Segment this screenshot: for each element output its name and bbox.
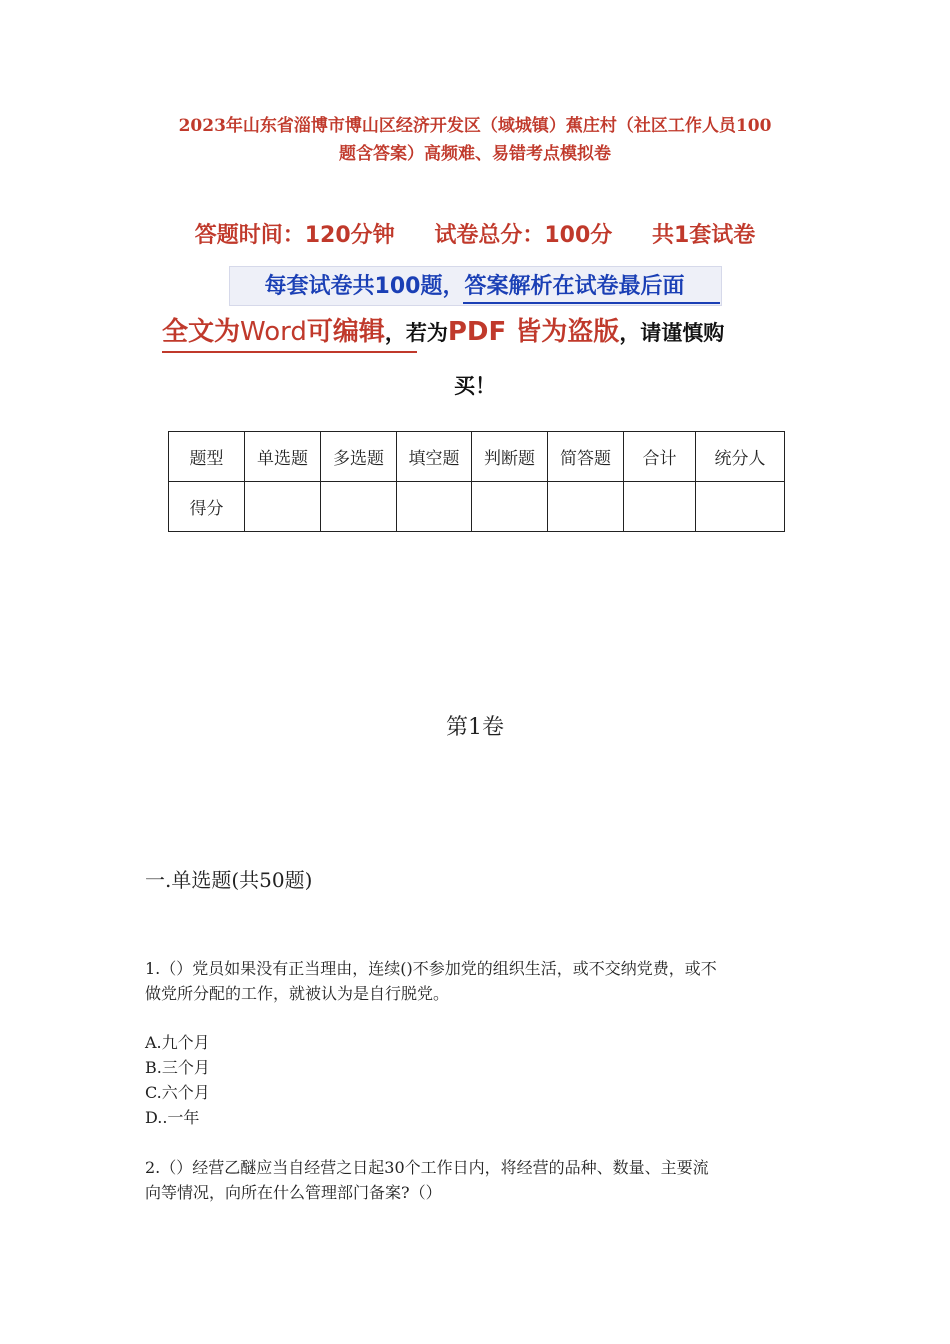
score-cell xyxy=(548,482,624,532)
question-2 xyxy=(145,1155,815,1205)
score-table xyxy=(168,431,785,532)
warn-part4: PDF 皆为盗版 xyxy=(447,317,620,347)
option-c: C.六个月 xyxy=(145,1083,210,1102)
info-part2: 答案解析在试卷最后面 xyxy=(464,274,685,299)
score-cell xyxy=(696,482,785,532)
exam-title-line2: 题含答案）高频难、易错考点模拟卷 xyxy=(339,144,611,164)
score-cell: 填空题 xyxy=(397,432,472,482)
option-b: B.三个月 xyxy=(145,1058,210,1077)
score-cell: 多选题 xyxy=(321,432,397,482)
warn-part2: 可编辑 xyxy=(306,317,385,347)
score-cell xyxy=(624,482,696,532)
score-cell: 题型 xyxy=(169,432,245,482)
warn-part5: ，请谨慎购 xyxy=(619,321,725,345)
score-cell: 合计 xyxy=(624,432,696,482)
score-cell: 简答题 xyxy=(548,432,624,482)
question-2-line1: 2.（）经营乙醚应当自经营之日起30个工作日内，将经营的品种、数量、主要流 xyxy=(145,1158,709,1177)
score-cell: 单选题 xyxy=(245,432,321,482)
score-cell xyxy=(472,482,548,532)
warn-underline xyxy=(162,351,417,353)
score-cell xyxy=(245,482,321,532)
score-cell: 得分 xyxy=(169,482,245,532)
question-1-line2: 做党所分配的工作，就被认为是自行脱党。 xyxy=(145,984,450,1003)
question-1 xyxy=(145,956,815,1006)
exam-meta xyxy=(0,218,950,249)
volume-title: 第1卷 xyxy=(446,715,504,740)
question-1-line1: 1.（）党员如果没有正当理由，连续()不参加党的组织生活，或不交纳党费，或不 xyxy=(145,959,717,978)
question-1-options xyxy=(145,1030,210,1130)
part-title: 一.单选题(共50题) xyxy=(145,868,313,892)
score-cell: 统分人 xyxy=(696,432,785,482)
info-underline xyxy=(463,302,720,304)
score-table-score-row xyxy=(169,482,785,532)
exam-time: 答题时间：120分钟 xyxy=(194,223,395,248)
info-part1: 每套试卷共100题， xyxy=(264,274,465,299)
exam-total: 试卷总分：100分 xyxy=(434,223,613,248)
copyright-warning xyxy=(162,312,802,353)
option-a: A.九个月 xyxy=(145,1033,210,1052)
score-cell xyxy=(321,482,397,532)
exam-title-line1: 2023年山东省淄博市博山区经济开发区（域城镇）蕉庄村（社区工作人员100 xyxy=(178,116,772,136)
warn-word: Word xyxy=(240,317,307,347)
score-cell xyxy=(397,482,472,532)
warn-part1: 全文为 xyxy=(162,317,241,347)
score-table-header-row xyxy=(169,432,785,482)
exam-title xyxy=(140,112,810,168)
score-cell: 判断题 xyxy=(472,432,548,482)
warn-part3: ，若为 xyxy=(384,321,448,345)
exam-sets: 共1套试卷 xyxy=(651,223,756,248)
warn-part6: 买！ xyxy=(454,374,496,398)
info-text xyxy=(229,269,720,300)
option-d: D..一年 xyxy=(145,1108,200,1127)
question-2-line2: 向等情况，向所在什么管理部门备案?（） xyxy=(145,1183,442,1202)
